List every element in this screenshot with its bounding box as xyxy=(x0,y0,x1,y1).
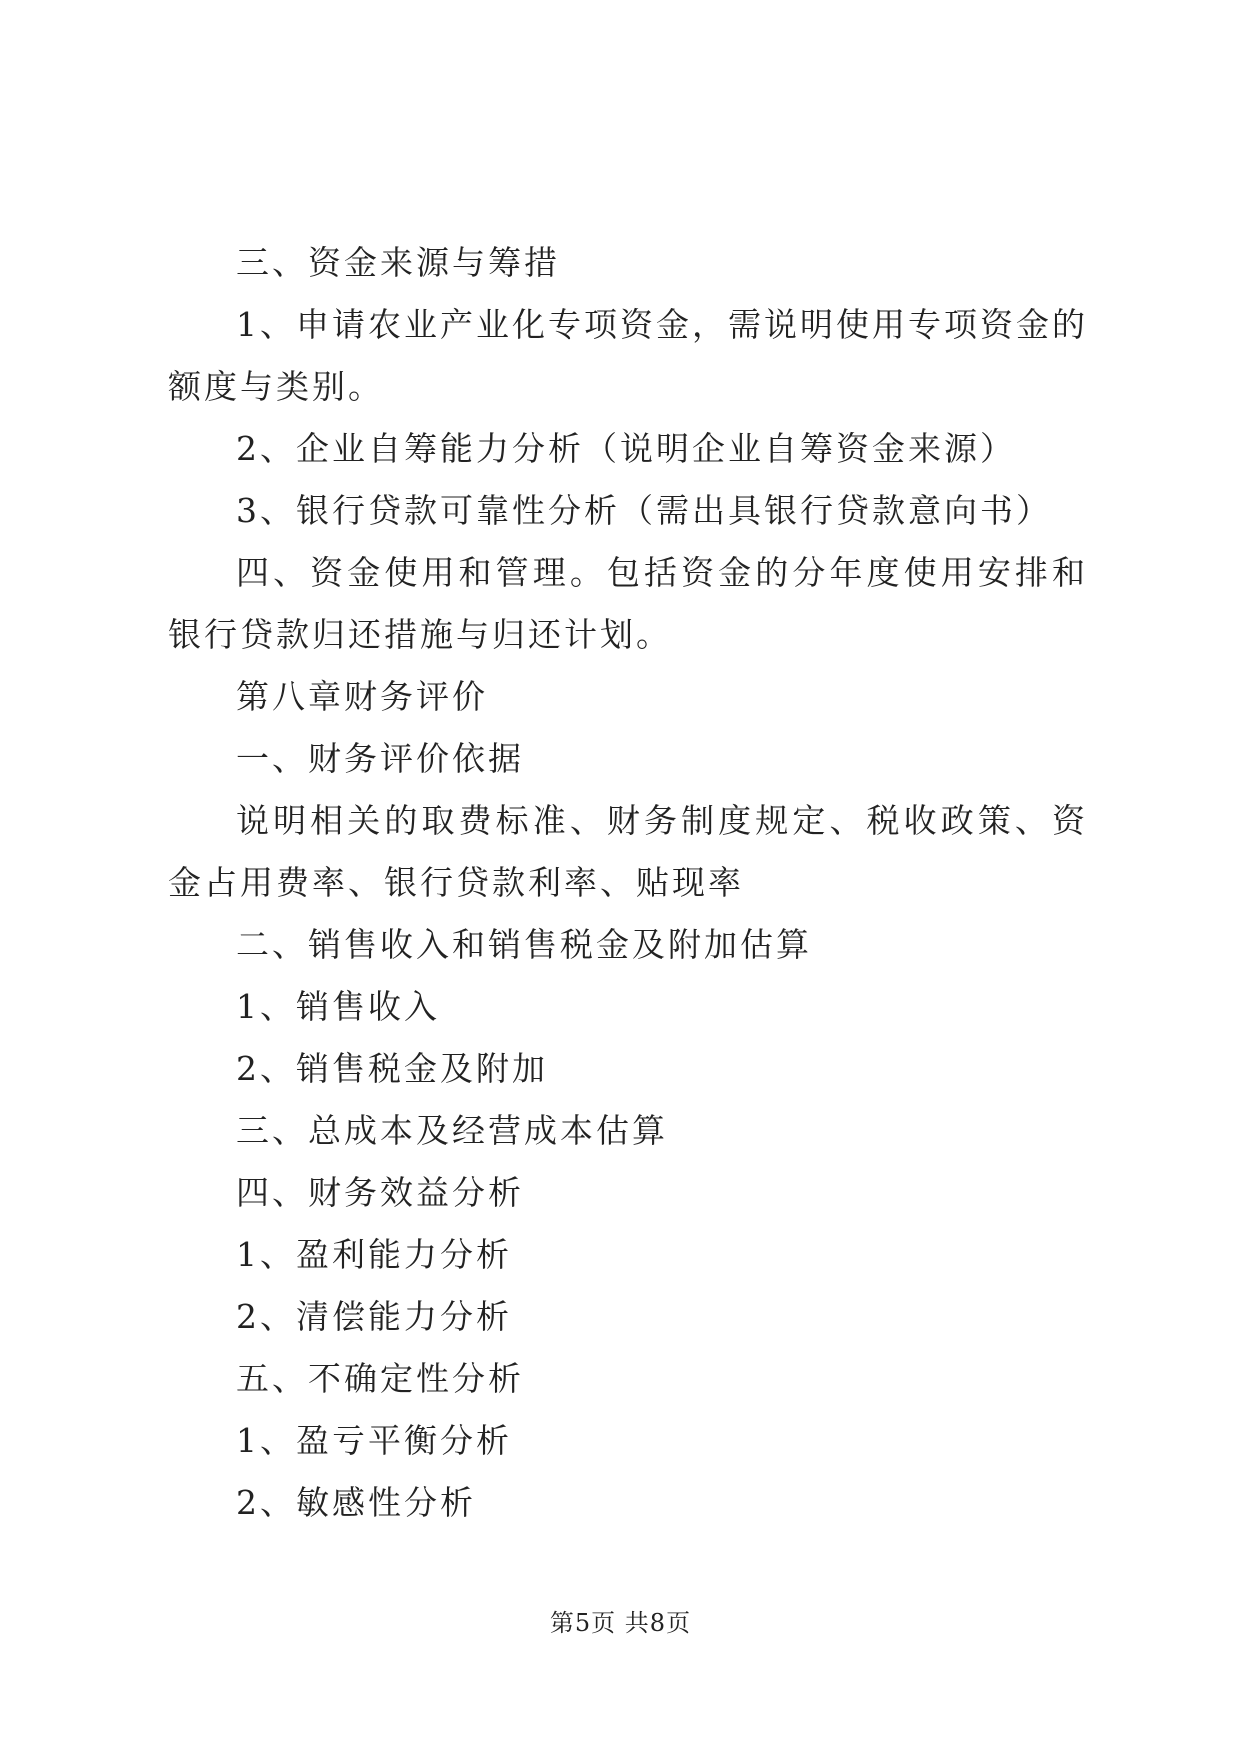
list-item-profitability: 1、盈利能力分析 xyxy=(236,1235,512,1274)
page-number-footer: 第5页 共8页 xyxy=(549,1609,692,1637)
list-item-breakeven: 1、盈亏平衡分析 xyxy=(236,1421,512,1460)
paragraph-self-funding: 2、企业自筹能力分析（说明企业自筹资金来源） xyxy=(236,429,1016,468)
list-item-sales-tax: 2、销售税金及附加 xyxy=(236,1049,548,1088)
list-item-sales-revenue: 1、销售收入 xyxy=(236,987,440,1026)
section-heading-uncertainty: 五、不确定性分析 xyxy=(236,1359,524,1398)
section-heading-cost-estimate: 三、总成本及经营成本估算 xyxy=(236,1111,668,1150)
section-heading-sales-revenue: 二、销售收入和销售税金及附加估算 xyxy=(236,925,812,964)
list-item-sensitivity: 2、敏感性分析 xyxy=(236,1483,476,1522)
section-heading-funding-source: 三、资金来源与筹措 xyxy=(236,243,560,282)
document-body xyxy=(168,232,1088,1534)
chapter-heading-financial-evaluation: 第八章财务评价 xyxy=(236,677,488,716)
list-item-solvency: 2、清偿能力分析 xyxy=(236,1297,512,1336)
paragraph-special-fund: 1、申请农业产业化专项资金，需说明使用专项资金的额度与类别。 xyxy=(168,305,1088,406)
section-heading-financial-benefit: 四、财务效益分析 xyxy=(236,1173,524,1212)
paragraph-bank-loan: 3、银行贷款可靠性分析（需出具银行贷款意向书） xyxy=(236,491,1052,530)
paragraph-evaluation-basis: 说明相关的取费标准、财务制度规定、税收政策、资金占用费率、银行贷款利率、贴现率 xyxy=(168,801,1088,902)
section-heading-evaluation-basis: 一、财务评价依据 xyxy=(236,739,524,778)
paragraph-fund-management: 四、资金使用和管理。包括资金的分年度使用安排和银行贷款归还措施与归还计划。 xyxy=(168,553,1088,654)
